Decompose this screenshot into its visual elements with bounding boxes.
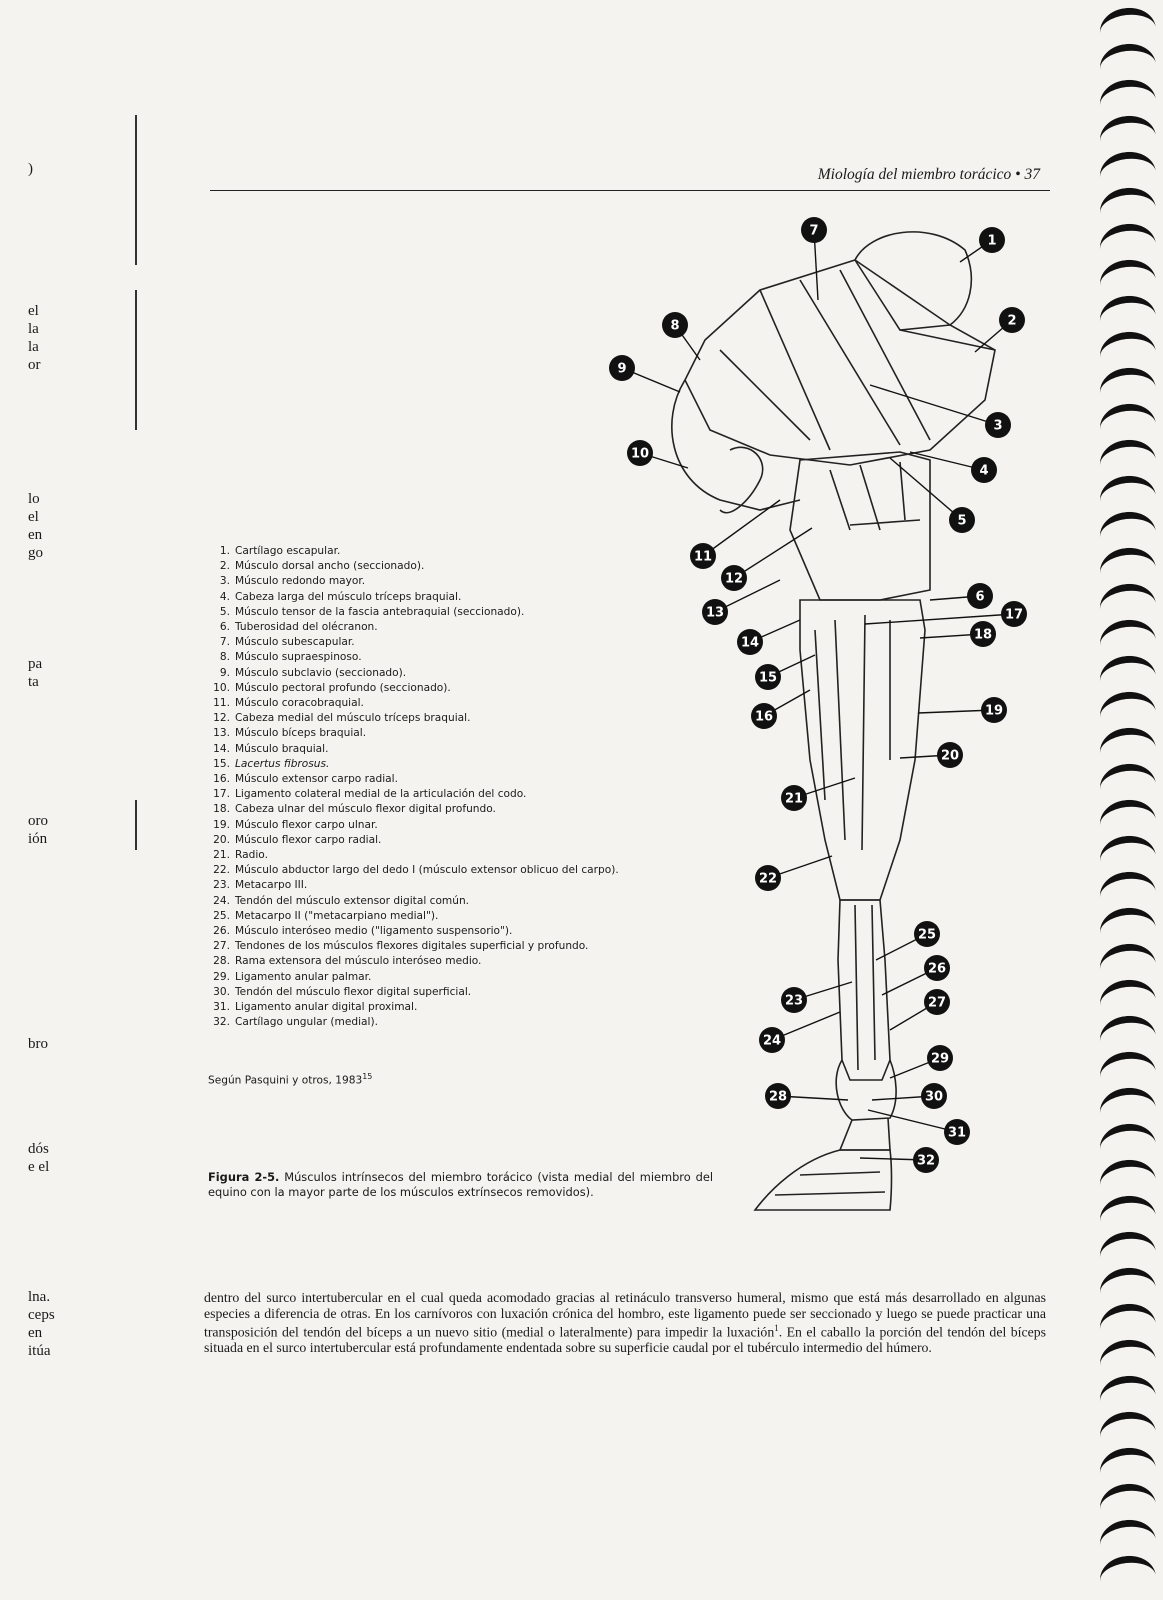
legend-item <box>200 1015 720 1030</box>
marker-number: 15 <box>758 670 778 686</box>
fragment-line: oro <box>28 813 48 829</box>
figure-marker <box>890 989 950 1030</box>
legend-text: Cartílago ungular (medial). <box>235 1016 378 1029</box>
binding-ring <box>1098 1553 1157 1586</box>
figure-marker <box>737 620 800 655</box>
fragment-block <box>28 1288 55 1360</box>
legend-number: 12. <box>213 712 230 725</box>
figure-marker <box>751 690 810 729</box>
marker-number: 29 <box>930 1051 950 1067</box>
legend-text: Tuberosidad del olécranon. <box>235 621 378 634</box>
figure-marker <box>890 1045 953 1078</box>
fragment-block <box>28 655 42 691</box>
legend-number: 27. <box>213 940 230 953</box>
marker-number: 23 <box>784 993 804 1009</box>
legend-number: 18. <box>213 803 230 816</box>
legend-item <box>200 559 720 574</box>
binding-ring <box>1098 1121 1157 1154</box>
marker-number: 12 <box>724 571 744 587</box>
legend-text: Cabeza ulnar del músculo flexor digital profundo. <box>235 803 496 816</box>
fragment-line: ceps <box>28 1307 55 1323</box>
binding-ring <box>1098 437 1157 470</box>
legend-item <box>200 696 720 711</box>
figure-marker <box>781 982 852 1013</box>
legend-text: Metacarpo II ("metacarpiano medial"). <box>235 909 439 922</box>
figure-marker <box>960 227 1005 262</box>
fragment-line: lo <box>28 491 40 507</box>
fragment-block <box>28 1035 48 1053</box>
legend-number: 31. <box>213 1001 230 1014</box>
marker-number: 18 <box>973 627 993 643</box>
running-title: Miología del miembro torácico • 37 <box>817 166 1040 183</box>
legend-text: Músculo dorsal ancho (seccionado). <box>235 560 425 573</box>
gutter-shadow <box>135 115 137 265</box>
marker-number: 21 <box>784 791 804 807</box>
binding-ring <box>1098 1517 1157 1550</box>
figure-marker <box>755 856 832 891</box>
fragment-line: e el <box>28 1159 50 1175</box>
fragment-line: ta <box>28 674 39 690</box>
marker-number: 17 <box>1004 607 1024 623</box>
marker-number: 31 <box>947 1125 967 1141</box>
leader-line <box>868 1110 957 1132</box>
marker-number: 20 <box>940 748 960 764</box>
fragment-line: lna. <box>28 1289 51 1305</box>
marker-number: 16 <box>754 709 774 725</box>
legend-item <box>200 787 720 802</box>
legend-item <box>200 924 720 939</box>
fragment-line: bro <box>28 1036 48 1052</box>
legend-text: Cabeza medial del músculo tríceps braquial. <box>235 712 471 725</box>
marker-number: 1 <box>987 233 997 249</box>
legend-text: Músculo subescapular. <box>235 636 355 649</box>
legend-number: 16. <box>213 773 230 786</box>
spiral-binding <box>1083 0 1163 1600</box>
binding-ring <box>1098 1445 1157 1478</box>
marker-number: 13 <box>705 605 725 621</box>
legend-item <box>200 802 720 817</box>
binding-ring <box>1098 1481 1157 1514</box>
marker-number: 2 <box>1007 313 1017 329</box>
legend-text: Tendones de los músculos flexores digitales superficial y profundo. <box>235 940 589 953</box>
binding-ring <box>1098 41 1157 74</box>
binding-ring <box>1098 653 1157 686</box>
binding-ring <box>1098 365 1157 398</box>
leader-line <box>890 458 962 520</box>
binding-ring <box>1098 1265 1157 1298</box>
gutter-shadow <box>135 290 137 430</box>
fragment-line: go <box>28 545 43 561</box>
legend-text: Músculo redondo mayor. <box>235 575 366 588</box>
fragment-line: en <box>28 527 43 543</box>
body-text-part-2: . En el caballo la porción del tendón del bíceps situada en el surco intertubercular está profundamente endentada sobre su superficie caudal por el tubérculo intermedio del húmero. <box>204 1324 1046 1356</box>
binding-ring <box>1098 977 1157 1010</box>
figure-marker <box>975 307 1025 352</box>
legend-number: 25. <box>213 909 230 922</box>
fragment-line: la <box>28 339 39 355</box>
running-header <box>210 166 1050 191</box>
legend-number: 11. <box>213 697 230 710</box>
binding-ring <box>1098 581 1157 614</box>
legend-text: Ligamento anular palmar. <box>235 970 372 983</box>
binding-ring <box>1098 941 1157 974</box>
binding-ring <box>1098 77 1157 110</box>
marker-number: 7 <box>809 223 819 239</box>
figure-marker <box>930 583 993 609</box>
legend-item <box>200 681 720 696</box>
binding-ring <box>1098 905 1157 938</box>
legend-text: Músculo flexor carpo radial. <box>235 833 382 846</box>
binding-ring <box>1098 1229 1157 1262</box>
legend-text: Músculo bíceps braquial. <box>235 727 367 740</box>
legend-item <box>200 1000 720 1015</box>
source-reference: 15 <box>362 1072 373 1081</box>
legend-item <box>200 590 720 605</box>
figure-legend <box>200 544 720 1031</box>
gutter-shadow <box>135 800 137 850</box>
binding-ring <box>1098 185 1157 218</box>
caption-text: Músculos intrínsecos del miembro torácico (vista medial del miembro del equino con la mayor parte de los músculos extrínsecos removidos). <box>208 1170 713 1199</box>
marker-number: 27 <box>927 995 947 1011</box>
metacarpus <box>838 900 890 1080</box>
legend-item <box>200 620 720 635</box>
legend-text: Músculo flexor carpo ulnar. <box>235 818 378 831</box>
legend-text: Músculo extensor carpo radial. <box>235 773 398 786</box>
marker-number: 22 <box>758 871 778 887</box>
legend-number: 2. <box>219 560 230 573</box>
fragment-line: pa <box>28 656 43 672</box>
legend-item <box>200 757 720 772</box>
legend-text: Músculo pectoral profundo (seccionado). <box>235 681 451 694</box>
binding-ring <box>1098 1157 1157 1190</box>
binding-ring <box>1098 473 1157 506</box>
marker-number: 28 <box>768 1089 788 1105</box>
legend-text: Músculo supraespinoso. <box>235 651 362 664</box>
fragment-line: itúa <box>28 1343 51 1359</box>
figure-marker <box>759 1012 840 1053</box>
legend-text: Músculo abductor largo del dedo I (músculo extensor oblicuo del carpo). <box>235 864 619 877</box>
legend-text: Rama extensora del músculo interóseo medio. <box>235 955 482 968</box>
legend-text: Músculo interóseo medio ("ligamento suspensorio"). <box>235 925 513 938</box>
legend-number: 5. <box>219 605 230 618</box>
legend-text: Tendón del músculo flexor digital superficial. <box>235 985 472 998</box>
figure-marker <box>627 440 688 468</box>
binding-ring <box>1098 1409 1157 1442</box>
marker-number: 11 <box>693 549 713 565</box>
figure-marker <box>876 921 940 960</box>
legend-item <box>200 711 720 726</box>
figure-marker <box>918 697 1007 723</box>
fragment-block <box>28 812 48 848</box>
legend-text: Músculo tensor de la fascia antebraquial (seccionado). <box>235 605 525 618</box>
legend-item <box>200 970 720 985</box>
caption-label: Figura 2-5. <box>208 1170 280 1184</box>
marker-number: 10 <box>630 446 650 462</box>
fragment-block <box>28 160 33 178</box>
legend-number: 4. <box>219 590 230 603</box>
legend-text: Ligamento colateral medial de la articulación del codo. <box>235 788 527 801</box>
binding-ring <box>1098 329 1157 362</box>
figure-marker <box>910 452 997 483</box>
legend-text: Ligamento anular digital proximal. <box>235 1001 418 1014</box>
legend-number: 14. <box>213 742 230 755</box>
figure-marker <box>868 1110 970 1145</box>
legend-item <box>200 605 720 620</box>
figure-marker <box>900 742 963 768</box>
binding-ring <box>1098 1373 1157 1406</box>
marker-number: 9 <box>617 361 627 377</box>
fragment-line: el <box>28 509 39 525</box>
marker-number: 14 <box>740 635 760 651</box>
fragment-line: ) <box>28 161 33 177</box>
marker-number: 6 <box>975 589 985 605</box>
marker-number: 4 <box>979 463 989 479</box>
legend-item <box>200 848 720 863</box>
binding-ring <box>1098 1193 1157 1226</box>
legend-number: 9. <box>219 666 230 679</box>
legend-item <box>200 666 720 681</box>
legend-number: 24. <box>213 894 230 907</box>
legend-text: Músculo subclavio (seccionado). <box>235 666 407 679</box>
legend-number: 20. <box>213 833 230 846</box>
binding-ring <box>1098 545 1157 578</box>
legend-item <box>200 772 720 787</box>
legend-number: 3. <box>219 575 230 588</box>
fragment-line: el <box>28 303 39 319</box>
legend-item <box>200 939 720 954</box>
legend-text: Músculo coracobraquial. <box>235 697 364 710</box>
binding-ring <box>1098 617 1157 650</box>
figure-marker <box>860 1147 939 1173</box>
legend-number: 13. <box>213 727 230 740</box>
marker-number: 25 <box>917 927 937 943</box>
legend-item <box>200 894 720 909</box>
legend-item <box>200 878 720 893</box>
shoulder <box>672 380 800 510</box>
binding-ring <box>1098 1301 1157 1334</box>
legend-text: Radio. <box>235 849 268 862</box>
legend-number: 32. <box>213 1016 230 1029</box>
figure-marker <box>872 1083 947 1109</box>
binding-ring <box>1098 221 1157 254</box>
legend-number: 17. <box>213 788 230 801</box>
binding-ring <box>1098 149 1157 182</box>
fragment-line: la <box>28 321 39 337</box>
fragment-block <box>28 1140 49 1176</box>
legend-item <box>200 818 720 833</box>
legend-number: 1. <box>219 545 230 557</box>
marker-number: 5 <box>957 513 967 529</box>
binding-ring <box>1098 869 1157 902</box>
binding-ring <box>1098 1337 1157 1370</box>
legend-number: 15. <box>213 757 230 770</box>
marker-number: 32 <box>916 1153 936 1169</box>
legend-item <box>200 742 720 757</box>
binding-ring <box>1098 797 1157 830</box>
binding-ring <box>1098 725 1157 758</box>
legend-number: 29. <box>213 970 230 983</box>
body-reference: 1 <box>774 1323 779 1334</box>
figure-marker <box>609 355 680 392</box>
legend-number: 7. <box>219 636 230 649</box>
marker-number: 24 <box>762 1033 782 1049</box>
legend-item <box>200 574 720 589</box>
marker-number: 19 <box>984 703 1004 719</box>
legend-item <box>200 985 720 1000</box>
legend-number: 26. <box>213 925 230 938</box>
binding-ring <box>1098 1049 1157 1082</box>
binding-ring <box>1098 5 1157 38</box>
binding-ring <box>1098 1013 1157 1046</box>
body-paragraph <box>204 1290 1046 1356</box>
fragment-block <box>28 302 41 374</box>
legend-number: 19. <box>213 818 230 831</box>
legend-item <box>200 909 720 924</box>
leader-line <box>865 614 1014 624</box>
legend-number: 6. <box>219 621 230 634</box>
legend-item <box>200 544 720 559</box>
binding-ring <box>1098 509 1157 542</box>
fragment-line: or <box>28 357 41 373</box>
binding-ring <box>1098 257 1157 290</box>
legend-text: Músculo braquial. <box>235 742 329 755</box>
legend-text: Metacarpo III. <box>235 879 308 892</box>
legend-item <box>200 833 720 848</box>
binding-ring <box>1098 761 1157 794</box>
legend-item <box>200 863 720 878</box>
legend-text: Cabeza larga del músculo tríceps braquial. <box>235 590 462 603</box>
source-text: Según Pasquini y otros, 1983 <box>208 1074 363 1087</box>
figure-marker <box>755 655 815 690</box>
legend-text: Lacertus fibrosus. <box>235 757 330 770</box>
legend-text: Tendón del músculo extensor digital común. <box>235 894 470 907</box>
marker-number: 26 <box>927 961 947 977</box>
legend-item <box>200 650 720 665</box>
legend-number: 21. <box>213 849 230 862</box>
legend-item <box>200 954 720 969</box>
figure-marker <box>721 528 812 591</box>
legend-item <box>200 726 720 741</box>
fragment-line: en <box>28 1325 43 1341</box>
figure-marker <box>920 621 996 647</box>
legend-number: 10. <box>213 681 230 694</box>
figure-source <box>208 1072 372 1087</box>
figure-marker <box>662 312 700 360</box>
binding-ring <box>1098 833 1157 866</box>
binding-ring <box>1098 113 1157 146</box>
binding-ring <box>1098 401 1157 434</box>
body-text-part-1: dentro del surco intertubercular en el cual queda acomodado gracias al retináculo transverso humeral, mismo que está más desarrollado en algunas especies a diferencia de otras. En los carnívoros con luxación crónica del hombro, este ligamento puede ser seccionado y luego se puede practicar una transposición del tendón del bíceps a un nuevo sitio (medial o lateralmente) para impedir la luxación <box>204 1290 1046 1340</box>
legend-number: 30. <box>213 985 230 998</box>
legend-number: 22. <box>213 864 230 877</box>
legend-number: 28. <box>213 955 230 968</box>
marker-number: 3 <box>993 418 1003 434</box>
figure-caption <box>208 1170 713 1200</box>
scapular-cartilage <box>855 232 971 330</box>
figure-marker <box>882 955 950 995</box>
legend-number: 8. <box>219 651 230 664</box>
legend-item <box>200 635 720 650</box>
fragment-block <box>28 490 43 562</box>
legend-number: 23. <box>213 879 230 892</box>
binding-ring <box>1098 293 1157 326</box>
fragment-line: dós <box>28 1141 49 1157</box>
binding-ring <box>1098 1085 1157 1118</box>
legend-text: Cartílago escapular. <box>235 545 341 557</box>
marker-number: 30 <box>924 1089 944 1105</box>
fragment-line: ión <box>28 831 48 847</box>
binding-ring <box>1098 689 1157 722</box>
marker-number: 8 <box>670 318 680 334</box>
